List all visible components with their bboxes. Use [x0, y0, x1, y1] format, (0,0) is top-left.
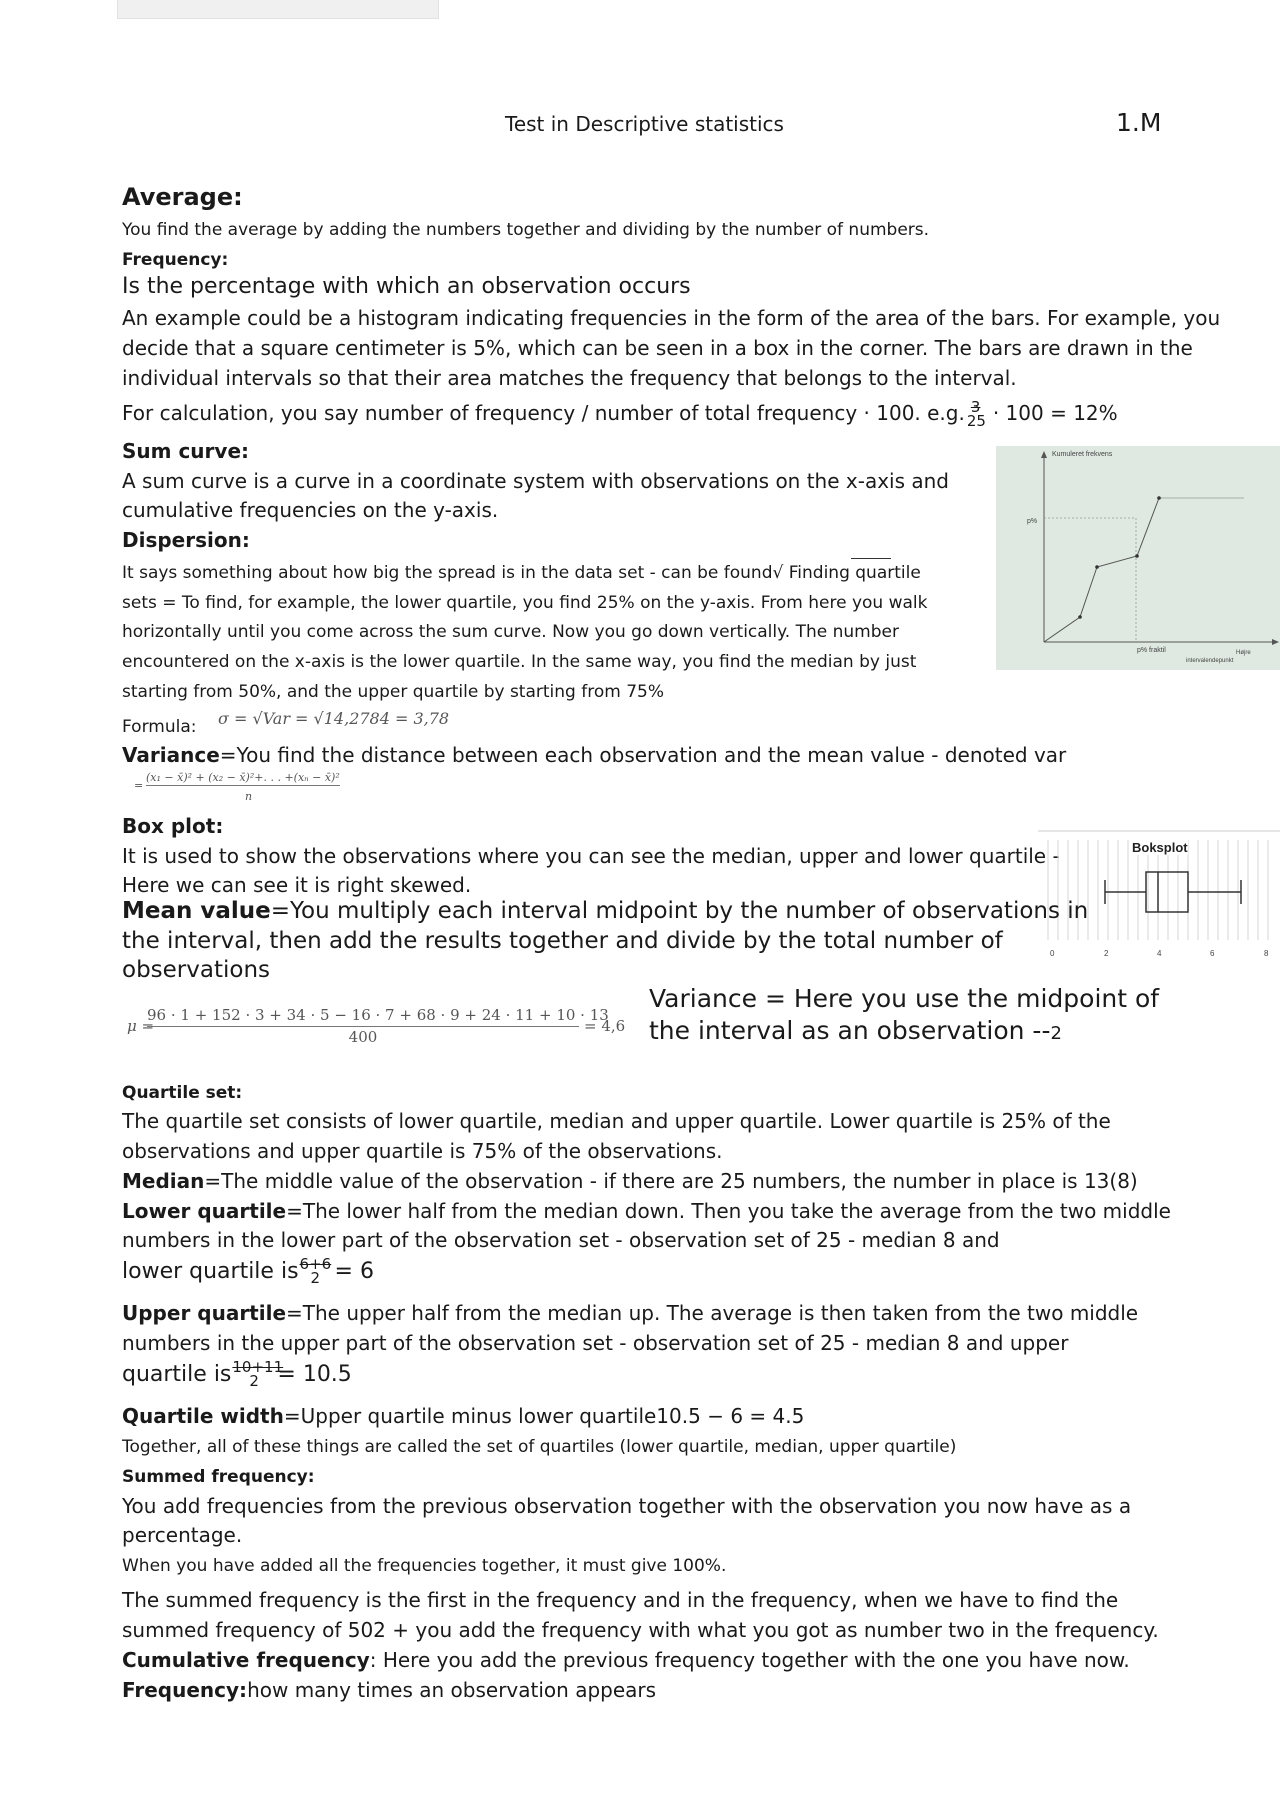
upper-quartile-line: [122, 1298, 1138, 1328]
quartile-set-line: observations and upper quartile is 75% of the observations.: [122, 1139, 723, 1163]
variance-formula-numerator: (x₁ − x̄)² + (x₂ − x̄)²+. . . +(xₙ − x̄)²: [146, 771, 340, 784]
mean-value-text: =You multiply each interval midpoint by the number of observations in: [270, 898, 1089, 924]
upper-quartile-label: Upper quartile: [122, 1301, 287, 1325]
calc-denominator: 25: [966, 412, 986, 430]
upper-numerator: 10+11: [232, 1358, 284, 1376]
quartile-set-heading: Quartile set:: [122, 1083, 243, 1103]
upper-quartile-line: numbers in the upper part of the observation set - observation set of 25 - median 8 and upper: [122, 1331, 1069, 1355]
summed-frequency-line: percentage.: [122, 1523, 243, 1547]
sum-curve-heading: Sum curve:: [122, 439, 250, 463]
variance-label: Variance: [122, 743, 220, 767]
curve-point: [1095, 565, 1099, 569]
box-plot-tick: 8: [1264, 949, 1269, 956]
frequency-definition-label: Frequency:: [122, 1678, 248, 1702]
dispersion-line: sets = To find, for example, the lower quartile, you find 25% on the y-axis. From here you walk: [122, 593, 928, 613]
quartile-width-line: [122, 1401, 804, 1431]
cumulative-frequency-line: [122, 1645, 1130, 1675]
frequency-definition-line: [122, 1675, 656, 1705]
x-axis-arrow: [1272, 639, 1279, 645]
variance-note-suffix: 2: [1050, 1023, 1062, 1044]
lower-result-prefix: lower quartile is: [122, 1259, 299, 1284]
calc-result: · 100 = 12%: [992, 401, 1118, 425]
lower-quartile-line: numbers in the lower part of the observation set - observation set of 25 - median 8 and: [122, 1228, 1000, 1252]
lower-numerator: 6+6: [299, 1255, 332, 1273]
y-axis-label: Kumuleret frekvens: [1052, 451, 1113, 458]
frequency-line: individual intervals so that their area matches the frequency that belongs to the interval.: [122, 366, 1017, 390]
box-plot-line: Here we can see it is right skewed.: [122, 873, 472, 897]
lower-denominator: 2: [310, 1269, 321, 1287]
box-plot-line: It is used to show the observations where you can see the median, upper and lower quartile -: [122, 844, 1060, 868]
y-tick-label: p%: [1027, 518, 1038, 525]
cumulative-frequency-text: : Here you add the previous frequency together with the one you have now.: [369, 1648, 1130, 1672]
sum-curve-line: [1044, 498, 1159, 642]
frequency-calc: [122, 398, 1118, 428]
box-plot-tick: 6: [1210, 949, 1215, 956]
variance-note-line: [649, 1016, 1062, 1045]
box-plot-tick: 4: [1157, 949, 1162, 956]
lower-result: = 6: [334, 1259, 374, 1284]
top-tab-strip: [117, 0, 439, 19]
dispersion-line: encountered on the x-axis is the lower quartile. In the same way, you find the median by just: [122, 652, 917, 672]
lower-quartile-line: [122, 1196, 1171, 1226]
cumulative-frequency-label: Cumulative frequency: [122, 1648, 370, 1672]
average-heading: Average:: [122, 183, 243, 211]
summed-frequency-line: summed frequency of 502 + you add the frequency with what you got as number two in the frequency.: [122, 1618, 1159, 1642]
variance-line: [122, 740, 1066, 770]
page-title: Test in Descriptive statistics: [505, 112, 784, 136]
box-plot-tick: 0: [1050, 949, 1055, 956]
variance-text: =You find the distance between each observation and the mean value - denoted var: [219, 743, 1067, 767]
quartile-width-label: Quartile width: [122, 1404, 284, 1428]
summed-frequency-heading: Summed frequency:: [122, 1467, 315, 1487]
quartile-set-line: The quartile set consists of lower quartile, median and upper quartile. Lower quartile is 25% of the: [122, 1109, 1111, 1133]
quartile-together-text: Together, all of these things are called the set of quartiles (lower quartile, median, upper quartile): [122, 1437, 957, 1457]
mean-value-line: the interval, then add the results together and divide by the total number of: [122, 928, 1003, 954]
mean-formula-result: = 4,6: [584, 1017, 626, 1035]
lower-fraction: [299, 1255, 335, 1287]
variance-note-line: Variance = Here you use the midpoint of: [649, 984, 1160, 1013]
calc-fraction: [965, 398, 993, 428]
curve-point: [1157, 496, 1161, 500]
y-axis-arrow: [1041, 451, 1047, 458]
summed-frequency-line: You add frequencies from the previous observation together with the observation you now have as a: [122, 1494, 1132, 1518]
box-plot-tick: 2: [1104, 949, 1109, 956]
variance-note-text: the interval as an observation --: [649, 1016, 1051, 1045]
upper-quartile-text: =The upper half from the median up. The average is then taken from the two middle: [286, 1301, 1139, 1325]
mean-value-label: Mean value: [122, 898, 271, 924]
upper-fraction: [231, 1358, 284, 1390]
quartile-box: [1146, 872, 1188, 912]
average-text: You find the average by adding the numbers together and dividing by the number of numbers.: [122, 220, 930, 240]
mean-formula-lhs: μ =: [127, 1017, 155, 1035]
dispersion-line: horizontally until you come across the sum curve. Now you go down vertically. The number: [122, 622, 899, 642]
formula-label: Formula:: [122, 717, 197, 737]
x-tick-label: p% fraktil: [1137, 647, 1166, 654]
summed-frequency-note: When you have added all the frequencies together, it must give 100%.: [122, 1556, 727, 1576]
mean-value-line: observations: [122, 957, 271, 983]
frequency-line: An example could be a histogram indicating frequencies in the form of the area of the bars. For example, you: [122, 306, 1221, 330]
calc-numerator: 3: [970, 398, 981, 416]
median-label: Median: [122, 1169, 205, 1193]
summed-frequency-line: The summed frequency is the first in the frequency and in the frequency, when we have to find the: [122, 1588, 1119, 1612]
curve-point: [1135, 554, 1139, 558]
std-deviation-formula: σ = √Var = √14,2784 = 3,78: [218, 709, 450, 728]
box-plot-svg: [1038, 830, 1280, 956]
lower-quartile-result: [122, 1255, 374, 1287]
upper-result-prefix: quartile is: [122, 1362, 232, 1387]
page-code: 1.M: [1116, 108, 1162, 137]
sum-curve-svg: [996, 446, 1280, 670]
dispersion-line: It says something about how big the spread is in the data set - can be found√ Finding quartile: [122, 563, 921, 583]
calc-text: For calculation, you say number of frequency / number of total frequency · 100. e.g.: [122, 401, 965, 425]
mean-formula-numerator: 96 · 1 + 152 · 3 + 34 · 5 − 16 · 7 + 68 · 9 + 24 · 11 + 10 · 13: [147, 1006, 579, 1027]
box-plot-figure: [1038, 830, 1280, 956]
x-axis-label-2: intervalendepunkt: [1186, 658, 1234, 664]
upper-denominator: 2: [249, 1372, 259, 1390]
sum-curve-line: A sum curve is a curve in a coordinate system with observations on the x-axis and: [122, 469, 950, 493]
mean-value-line: [122, 896, 1088, 927]
mean-formula-denominator: 400: [348, 1028, 378, 1046]
box-plot-title: Boksplot: [1132, 840, 1188, 855]
dispersion-heading: Dispersion:: [122, 528, 250, 552]
curve-point: [1078, 615, 1082, 619]
frequency-line: decide that a square centimeter is 5%, which can be seen in a box in the corner. The bars are drawn in the: [122, 336, 1193, 360]
sum-curve-line: cumulative frequencies on the y-axis.: [122, 498, 499, 522]
x-axis-label-1: Højre: [1236, 650, 1251, 656]
dispersion-line: starting from 50%, and the upper quartile by starting from 75%: [122, 682, 664, 702]
upper-quartile-result: [122, 1358, 352, 1390]
frequency-lead: Is the percentage with which an observation occurs: [122, 274, 691, 299]
box-plot-heading: Box plot:: [122, 814, 224, 838]
sum-curve-graph: [996, 446, 1280, 670]
frequency-heading: Frequency:: [122, 250, 229, 270]
median-text: =The middle value of the observation - if there are 25 numbers, the number in place is 13(8): [204, 1169, 1138, 1193]
upper-result: = 10.5: [277, 1362, 352, 1387]
frequency-definition-text: how many times an observation appears: [247, 1678, 657, 1702]
lower-quartile-label: Lower quartile: [122, 1199, 287, 1223]
quartile-width-text: =Upper quartile minus lower quartile10.5 − 6 = 4.5: [283, 1404, 805, 1428]
variance-formula-denominator: n: [245, 790, 253, 803]
median-line: [122, 1166, 1138, 1196]
variance-formula-prefix: =: [134, 779, 144, 792]
lower-quartile-text: =The lower half from the median down. Then you take the average from the two middle: [286, 1199, 1171, 1223]
